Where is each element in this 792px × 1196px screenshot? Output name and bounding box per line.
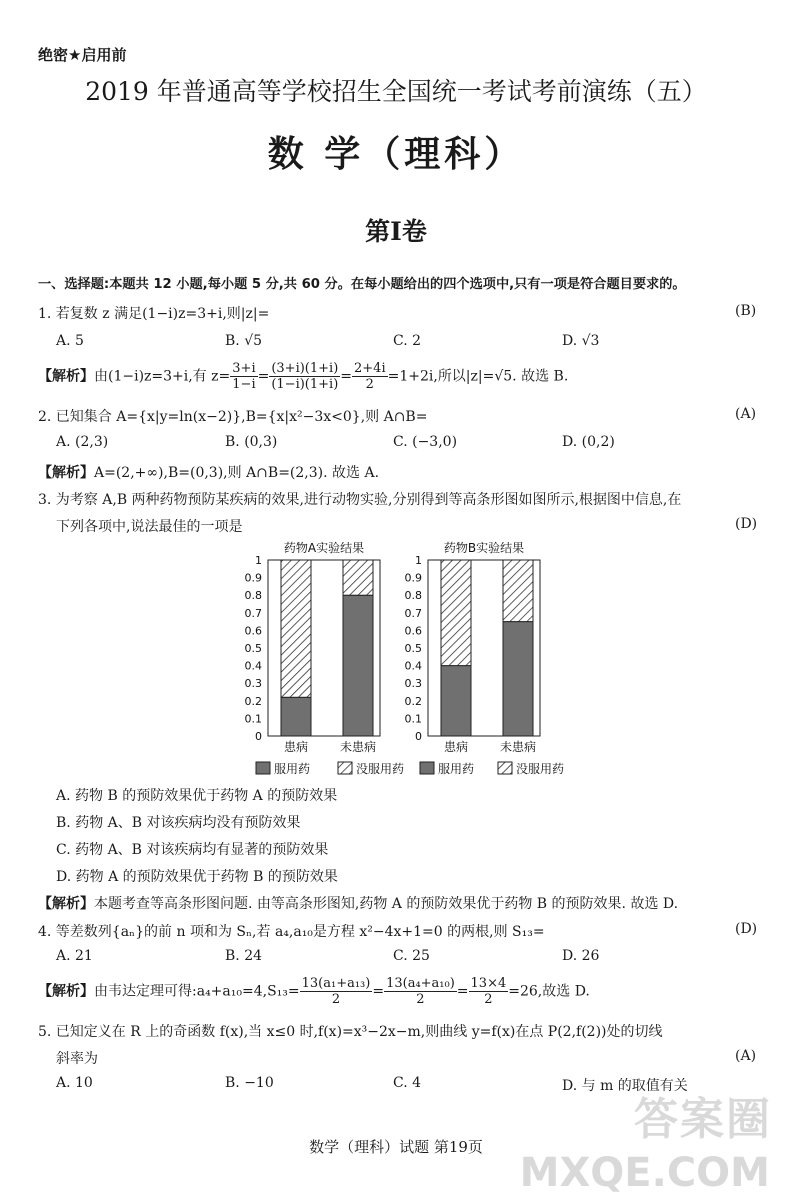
y-tick-label: 0.4 — [244, 659, 262, 673]
q1-option-b: B. √5 — [225, 333, 263, 349]
bar-taken — [503, 622, 533, 736]
q2-option-a: A. (2,3) — [56, 434, 109, 450]
q2-solution — [38, 462, 379, 482]
q1-sol-text-a: 由(1−i)z=3+i,有 z= — [94, 368, 231, 385]
solution-label: 【解析】 — [38, 983, 94, 1000]
y-tick-label: 0.2 — [244, 694, 262, 708]
q1-sol-text-b: =1+2i,所以|z|=√5. 故选 B. — [387, 368, 569, 385]
chart-title: 药物A实验结果 — [283, 541, 365, 555]
y-tick-label: 0.7 — [244, 606, 262, 620]
q4-solution: 【解析】由韦达定理可得:a₄+a₁₀=4,S₁₃= $\frac{\text{13(a₁+a₁₃)}}{2}$ = $\frac{\text{13(a₄+a₁₀)}}{2}$ = $\frac{13\times 4}{2}$ =26,故选 D. — [38, 976, 590, 1007]
page-footer: 数学（理科）试题 第19页 — [309, 1138, 483, 1156]
q4-frac-1: $\frac{\text{13(a₁+a₁₃)}}{2}$ — [301, 976, 371, 1007]
q1-frac-3: $\frac{2+4i}{2}$ — [354, 361, 386, 392]
legend-label: 没服用药 — [516, 762, 565, 776]
q3-figure — [230, 536, 590, 780]
bar-taken — [343, 595, 373, 736]
q5-stem-line2: 斜率为 — [56, 1051, 98, 1067]
q2-option-d: D. (0,2) — [562, 434, 615, 450]
q4-stem: 4. 等差数列{aₙ}的前 n 项和为 Sₙ,若 a₄,a₁₀是方程 x²−4x+1=0 的两根,则 S₁₃= — [38, 924, 545, 940]
q1-option-a: A. 5 — [56, 333, 84, 349]
q4-option-b: B. 24 — [225, 948, 263, 964]
legend-swatch-taken — [420, 762, 434, 774]
y-tick-label: 0.7 — [404, 606, 422, 620]
bar-taken — [441, 666, 471, 736]
y-tick-label: 0.3 — [404, 677, 422, 691]
q5-option-d: D. 与 m 的取值有关 — [562, 1078, 688, 1094]
legend-swatch-not-taken — [498, 762, 512, 774]
watermark-url: MXQE.COM — [519, 1150, 770, 1196]
q2-sol-text: A=(2,+∞),B=(0,3),则 A∩B=(2,3). 故选 A. — [94, 465, 380, 481]
chart-title: 药物B实验结果 — [443, 541, 525, 555]
q1-option-c: C. 2 — [393, 333, 422, 349]
bar-taken — [281, 697, 311, 736]
q5-option-a: A. 10 — [56, 1075, 93, 1091]
q5-stem-line1: 5. 已知定义在 R 上的奇函数 f(x),当 x≤0 时,f(x)=x³−2x−m,则曲线 y=f(x)在点 P(2,f(2))处的切线 — [38, 1024, 663, 1040]
x-tick-label: 未患病 — [339, 740, 377, 754]
q1-answer: (B) — [735, 303, 757, 319]
section-heading: 一、选择题:本题共 12 小题,每小题 5 分,共 60 分。在每小题给出的四个选项中,只有一项是符合题目要求的。 — [38, 277, 686, 292]
chart-legend — [256, 762, 564, 776]
y-tick-label: 0.4 — [404, 659, 422, 673]
q2-option-b: B. (0,3) — [225, 434, 278, 450]
volume-title: 第Ⅰ卷 — [365, 217, 427, 246]
q3-stem-line1: 3. 为考察 A,B 两种药物预防某疾病的效果,进行动物实验,分别得到等高条形图如图所示,根据图中信息,在 — [38, 492, 682, 508]
y-tick-label: 0.9 — [244, 571, 262, 585]
y-tick-label: 0.1 — [404, 712, 422, 726]
q4-frac-3: $\frac{13\times 4}{2}$ — [470, 976, 507, 1007]
q1-frac-2: $\frac{(3+i)(1+i)}{(1-i)(1+i)}$ — [271, 361, 339, 392]
watermark-logo: 答案圈 — [634, 1094, 772, 1145]
q4-sol-text-a: 由韦达定理可得:a₄+a₁₀=4,S₁₃= — [94, 983, 300, 1000]
q3-answer: (D) — [735, 516, 758, 532]
q4-answer: (D) — [735, 921, 758, 937]
q4-frac-2: $\frac{\text{13(a₄+a₁₀)}}{2}$ — [386, 976, 455, 1007]
q1-stem: 1. 若复数 z 满足(1−i)z=3+i,则|z|= — [38, 306, 270, 322]
y-tick-label: 0 — [415, 730, 422, 743]
q1-frac-1: $\frac{3+i}{1-i}$ — [232, 361, 256, 392]
q3-option-b: B. 药物 A、B 对该疾病均没有预防效果 — [56, 815, 301, 831]
y-tick-label: 1 — [255, 554, 262, 567]
q3-solution — [38, 893, 678, 913]
q2-option-c: C. (−3,0) — [393, 434, 458, 450]
q4-sol-text-b: =26,故选 D. — [508, 983, 590, 1000]
q3-option-c: C. 药物 A、B 对该疾病均有显著的预防效果 — [56, 842, 329, 858]
y-tick-label: 0.5 — [404, 642, 422, 655]
chart-drug-a — [245, 540, 381, 754]
legend-label: 服用药 — [274, 762, 311, 776]
solution-label: 【解析】 — [38, 465, 94, 481]
q1-option-d: D. √3 — [562, 333, 600, 349]
x-tick-label: 患病 — [283, 740, 309, 754]
q4-option-d: D. 26 — [562, 948, 600, 964]
y-tick-label: 0.5 — [244, 642, 262, 655]
y-tick-label: 1 — [415, 554, 422, 567]
q3-sol-text: 本题考查等高条形图问题. 由等高条形图知,药物 A 的预防效果优于药物 B 的预防效果. 故选 D. — [94, 896, 679, 912]
subject-title: 数 学（理科） — [267, 133, 525, 175]
solution-label: 【解析】 — [38, 896, 94, 912]
x-tick-label: 未患病 — [499, 740, 537, 754]
solution-label: 【解析】 — [38, 368, 94, 385]
y-tick-label: 0.8 — [404, 589, 422, 603]
q3-option-d: D. 药物 A 的预防效果优于药物 B 的预防效果 — [56, 869, 338, 885]
bar-not-taken — [441, 560, 471, 666]
q5-option-b: B. −10 — [225, 1075, 274, 1091]
bar-not-taken — [281, 560, 311, 697]
y-tick-label: 0.8 — [244, 589, 262, 603]
y-tick-label: 0.6 — [244, 624, 262, 638]
secret-label: 绝密★启用前 — [38, 46, 127, 64]
chart-drug-b — [405, 540, 541, 754]
legend-swatch-taken — [256, 762, 270, 774]
q1-solution: 【解析】由(1−i)z=3+i,有 z= $\frac{3+i}{1-i}$ = $\frac{(3+i)(1+i)}{(1-i)(1+i)}$ = $\frac{2+4i}{2}$ =1+2i,所以|z|=√5. 故选 B. — [38, 361, 569, 392]
q5-answer: (A) — [735, 1048, 757, 1064]
legend-label: 没服用药 — [356, 762, 405, 776]
y-tick-label: 0.2 — [404, 694, 422, 708]
q5-option-c: C. 4 — [393, 1075, 422, 1091]
q3-stem-line2: 下列各项中,说法最佳的一项是 — [56, 519, 243, 535]
y-tick-label: 0.3 — [244, 677, 262, 691]
legend-label: 服用药 — [438, 762, 475, 776]
legend-swatch-not-taken — [338, 762, 352, 774]
bar-not-taken — [343, 560, 373, 595]
exam-title: 2019 年普通高等学校招生全国统一考试考前演练（五） — [85, 77, 707, 106]
q2-stem: 2. 已知集合 A={x|y=ln(x−2)},B={x|x²−3x<0},则 A∩B= — [38, 409, 428, 425]
y-tick-label: 0.9 — [404, 571, 422, 585]
q2-answer: (A) — [735, 406, 757, 422]
q3-option-a: A. 药物 B 的预防效果优于药物 A 的预防效果 — [56, 788, 338, 804]
q4-option-a: A. 21 — [56, 948, 93, 964]
bar-not-taken — [503, 560, 533, 622]
q4-option-c: C. 25 — [393, 948, 430, 964]
y-tick-label: 0.1 — [244, 712, 262, 726]
x-tick-label: 患病 — [443, 740, 469, 754]
y-tick-label: 0 — [255, 730, 262, 743]
y-tick-label: 0.6 — [404, 624, 422, 638]
